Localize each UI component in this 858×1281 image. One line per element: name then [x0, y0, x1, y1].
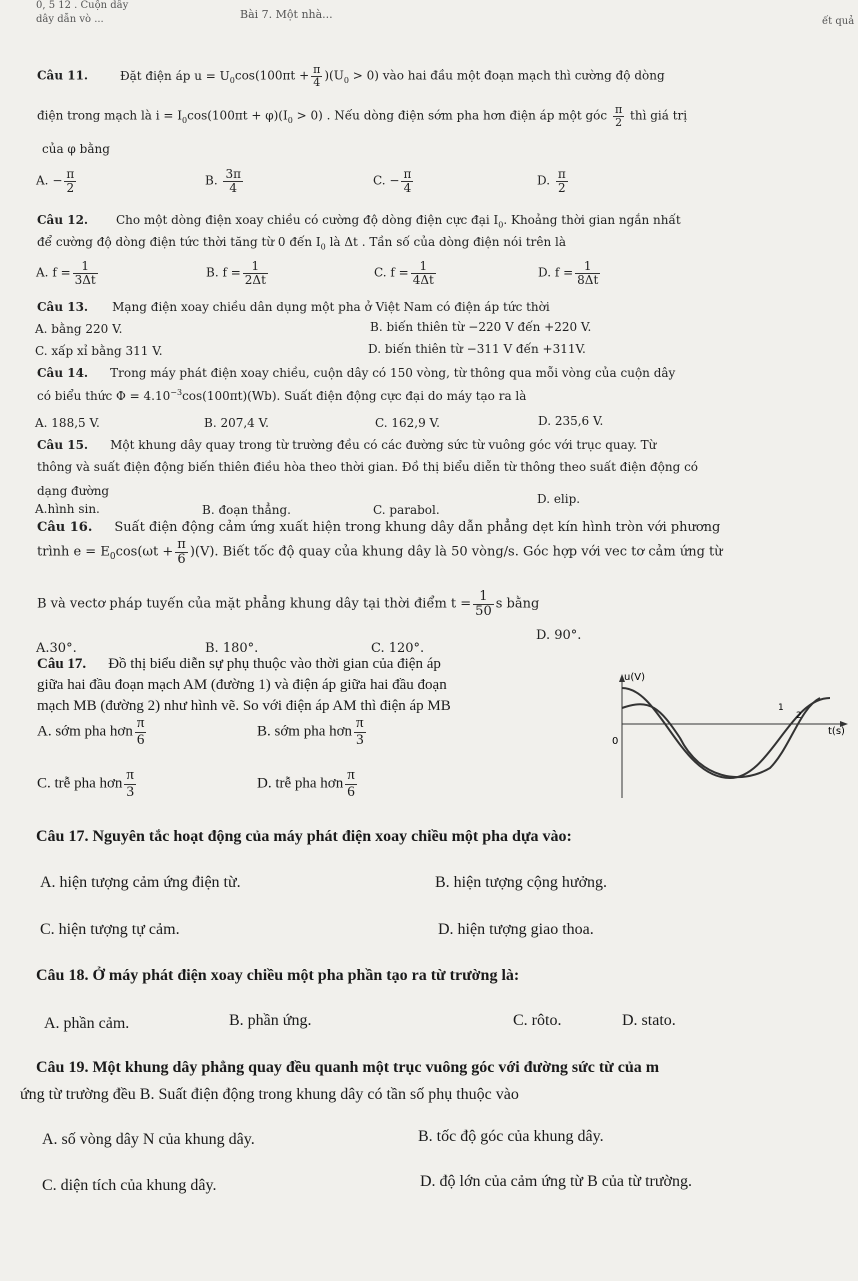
header-fragment-3: Bài 7. Một nhà...: [240, 8, 333, 21]
question-13-option-a[interactable]: A. bằng 220 V.: [35, 322, 123, 336]
question-16-line-3: B và vectơ pháp tuyến của mặt phẳng khung dây tại thời điểm t = $\frac{1}{50}$ s bằng: [37, 589, 540, 619]
question-15-line-3: dạng đường: [37, 484, 110, 498]
question-16-line-2: trình $e = E_0\cos(\omega t$ + $\frac{\pi}{6}$ )(V). Biết tốc độ quay của khung dây là 50 vòng/s. Góc hợp với vec tơ cảm ứng từ: [37, 537, 723, 567]
curve-1-label: 1: [778, 703, 784, 713]
question-19-option-d[interactable]: D. độ lớn của cảm ứng từ B của từ trường.: [420, 1173, 692, 1190]
question-15-option-d[interactable]: D. elip.: [537, 492, 581, 506]
question-17a-option-d[interactable]: D. trễ pha hơn $\frac{\pi}{6}$: [257, 767, 355, 800]
question-17b-option-d[interactable]: D. hiện tượng giao thoa.: [438, 921, 594, 938]
question-15-option-a[interactable]: A.hình sin.: [35, 502, 100, 516]
question-11-option-a[interactable]: A. − $\frac{\pi}{2}$: [36, 167, 75, 195]
question-14-option-b[interactable]: B. 207,4 V.: [204, 416, 269, 430]
question-19-line-2: ứng từ trường đều B. Suất điện động trong khung dây có tần số phụ thuộc vào: [20, 1086, 519, 1103]
header-fragment-4: ết quả: [822, 16, 855, 27]
question-11-option-c[interactable]: C. − $\frac{\pi}{4}$: [373, 167, 412, 195]
x-axis-label: t(s): [828, 726, 845, 737]
question-14-option-a[interactable]: A. 188,5 V.: [35, 416, 100, 430]
question-19-line-1: Câu 19. Một khung dây phẳng quay đều quanh một trục vuông góc với đường sức từ của m: [36, 1059, 660, 1076]
question-14-option-c[interactable]: C. 162,9 V.: [375, 416, 440, 430]
question-11-line-1: Câu 11. Đặt điện áp $u = U_0\cos(100\pi t$ + $\frac{\pi}{4}$ )$(U_0 > 0)$ vào hai đầu một đoạn mạch thì cường độ dòng: [37, 63, 665, 89]
question-15-option-b[interactable]: B. đoạn thẳng.: [202, 503, 291, 517]
question-18-option-b[interactable]: B. phần ứng.: [229, 1012, 312, 1029]
curve-1: [622, 688, 830, 778]
question-18-option-d[interactable]: D. stato.: [622, 1012, 676, 1029]
question-17b-option-c[interactable]: C. hiện tượng tự cảm.: [40, 921, 180, 938]
question-17a-line-1: Câu 17. Đồ thị biểu diễn sự phụ thuộc vào thời gian của điện áp: [37, 656, 441, 672]
question-16-option-d[interactable]: D. 90°.: [536, 628, 582, 643]
header-fragment-1: 0, 5 12 . Cuộn dây: [36, 0, 129, 11]
question-15-option-c[interactable]: C. parabol.: [373, 503, 440, 517]
question-14-line-2: có biểu thức $\Phi = 4.10^{-3}\cos(100\pi t)(Wb)$. Suất điện động cực đại do máy tạo ra là: [37, 388, 527, 403]
question-18-line: Câu 18. Ở máy phát điện xoay chiều một pha phần tạo ra từ trường là:: [36, 967, 520, 984]
question-11-option-b[interactable]: B. $\frac{3\pi}{4}$: [205, 167, 241, 195]
question-13-option-d[interactable]: D. biến thiên từ −311 V đến +311V.: [368, 342, 586, 356]
question-15-line-2: thông và suất điện động biến thiên điều hòa theo thời gian. Đồ thị biểu diễn từ thông theo suất điện động có: [37, 460, 699, 474]
question-12-line-1: Câu 12. Cho một dòng điện xoay chiều có cường độ dòng điện cực đại $I_0$. Khoảng thời gian ngắn nhất: [37, 213, 681, 230]
question-17b-option-a[interactable]: A. hiện tượng cảm ứng điện từ.: [40, 874, 241, 891]
question-15-line-1: Câu 15. Một khung dây quay trong từ trường đều có các đường sức từ vuông góc với trục quay. Từ: [37, 438, 657, 452]
question-11-line-2: điện trong mạch là $i = I_0\cos(100\pi t + \varphi)(I_0 > 0)$ . Nếu dòng điện sớm pha hơn điện áp một góc $\frac{\pi}{2}$ thì giá trị: [37, 103, 688, 129]
question-17a-option-a[interactable]: A. sớm pha hơn $\frac{\pi}{6}$: [37, 715, 145, 748]
question-12-option-b[interactable]: B. f = $\frac{1}{2\Delta t}$: [206, 259, 266, 287]
question-17b-line: Câu 17. Nguyên tắc hoạt động của máy phát điện xoay chiều một pha dựa vào:: [36, 828, 572, 845]
question-16-line-1: Câu 16. Suất điện động cảm ứng xuất hiện trong khung dây dẫn phẳng dẹt kín hình tròn với phương: [37, 520, 721, 535]
question-17a-line-3: mạch MB (đường 2) như hình vẽ. So với điện áp AM thì điện áp MB: [37, 698, 451, 714]
header-fragment-2: dây dẫn vò ...: [36, 14, 104, 25]
question-17b-option-b[interactable]: B. hiện tượng cộng hưởng.: [435, 874, 608, 891]
question-19-option-c[interactable]: C. diện tích của khung dây.: [42, 1177, 217, 1194]
question-14-option-d[interactable]: D. 235,6 V.: [538, 414, 604, 428]
question-11-line-3: của φ bằng: [42, 142, 110, 156]
voltage-time-graph: [600, 668, 850, 808]
question-12-option-d[interactable]: D. f = $\frac{1}{8\Delta t}$: [538, 259, 599, 287]
question-13-option-c[interactable]: C. xấp xỉ bằng 311 V.: [35, 344, 163, 358]
question-19-option-b[interactable]: B. tốc độ góc của khung dây.: [418, 1128, 604, 1145]
question-11-option-d[interactable]: D. $\frac{\pi}{2}$: [537, 167, 566, 195]
question-14-line-1: Câu 14. Trong máy phát điện xoay chiều, cuộn dây có 150 vòng, từ thông qua mỗi vòng của cuộn dây: [37, 366, 676, 380]
question-17a-option-c[interactable]: C. trễ pha hơn $\frac{\pi}{3}$: [37, 767, 134, 800]
question-17a-line-2: giữa hai đầu đoạn mạch AM (đường 1) và điện áp giữa hai đầu đoạn: [37, 677, 447, 693]
question-12-line-2: để cường độ dòng điện tức thời tăng từ 0 đến $I_0$ là Δt . Tần số của dòng điện nói trên là: [37, 235, 567, 252]
question-19-option-a[interactable]: A. số vòng dây N của khung dây.: [42, 1131, 255, 1148]
question-16-option-a[interactable]: A.30°.: [36, 641, 77, 656]
question-16-option-c[interactable]: C. 120°.: [371, 641, 425, 656]
question-13-line-1: Câu 13. Mạng điện xoay chiều dân dụng một pha ở Việt Nam có điện áp tức thời: [37, 300, 550, 314]
question-16-option-b[interactable]: B. 180°.: [205, 641, 259, 656]
question-17a-option-b[interactable]: B. sớm pha hơn $\frac{\pi}{3}$: [257, 715, 364, 748]
question-13-option-b[interactable]: B. biến thiên từ −220 V đến +220 V.: [370, 320, 592, 334]
curve-2: [622, 698, 820, 777]
origin-label: 0: [612, 736, 619, 747]
question-12-option-a[interactable]: A. f = $\frac{1}{3\Delta t}$: [36, 259, 96, 287]
question-18-option-c[interactable]: C. rôto.: [513, 1012, 562, 1029]
curve-2-label: 2: [796, 711, 802, 721]
question-12-option-c[interactable]: C. f = $\frac{1}{4\Delta t}$: [374, 259, 434, 287]
question-18-option-a[interactable]: A. phần cảm.: [44, 1015, 130, 1032]
y-axis-label: u(V): [624, 672, 645, 683]
